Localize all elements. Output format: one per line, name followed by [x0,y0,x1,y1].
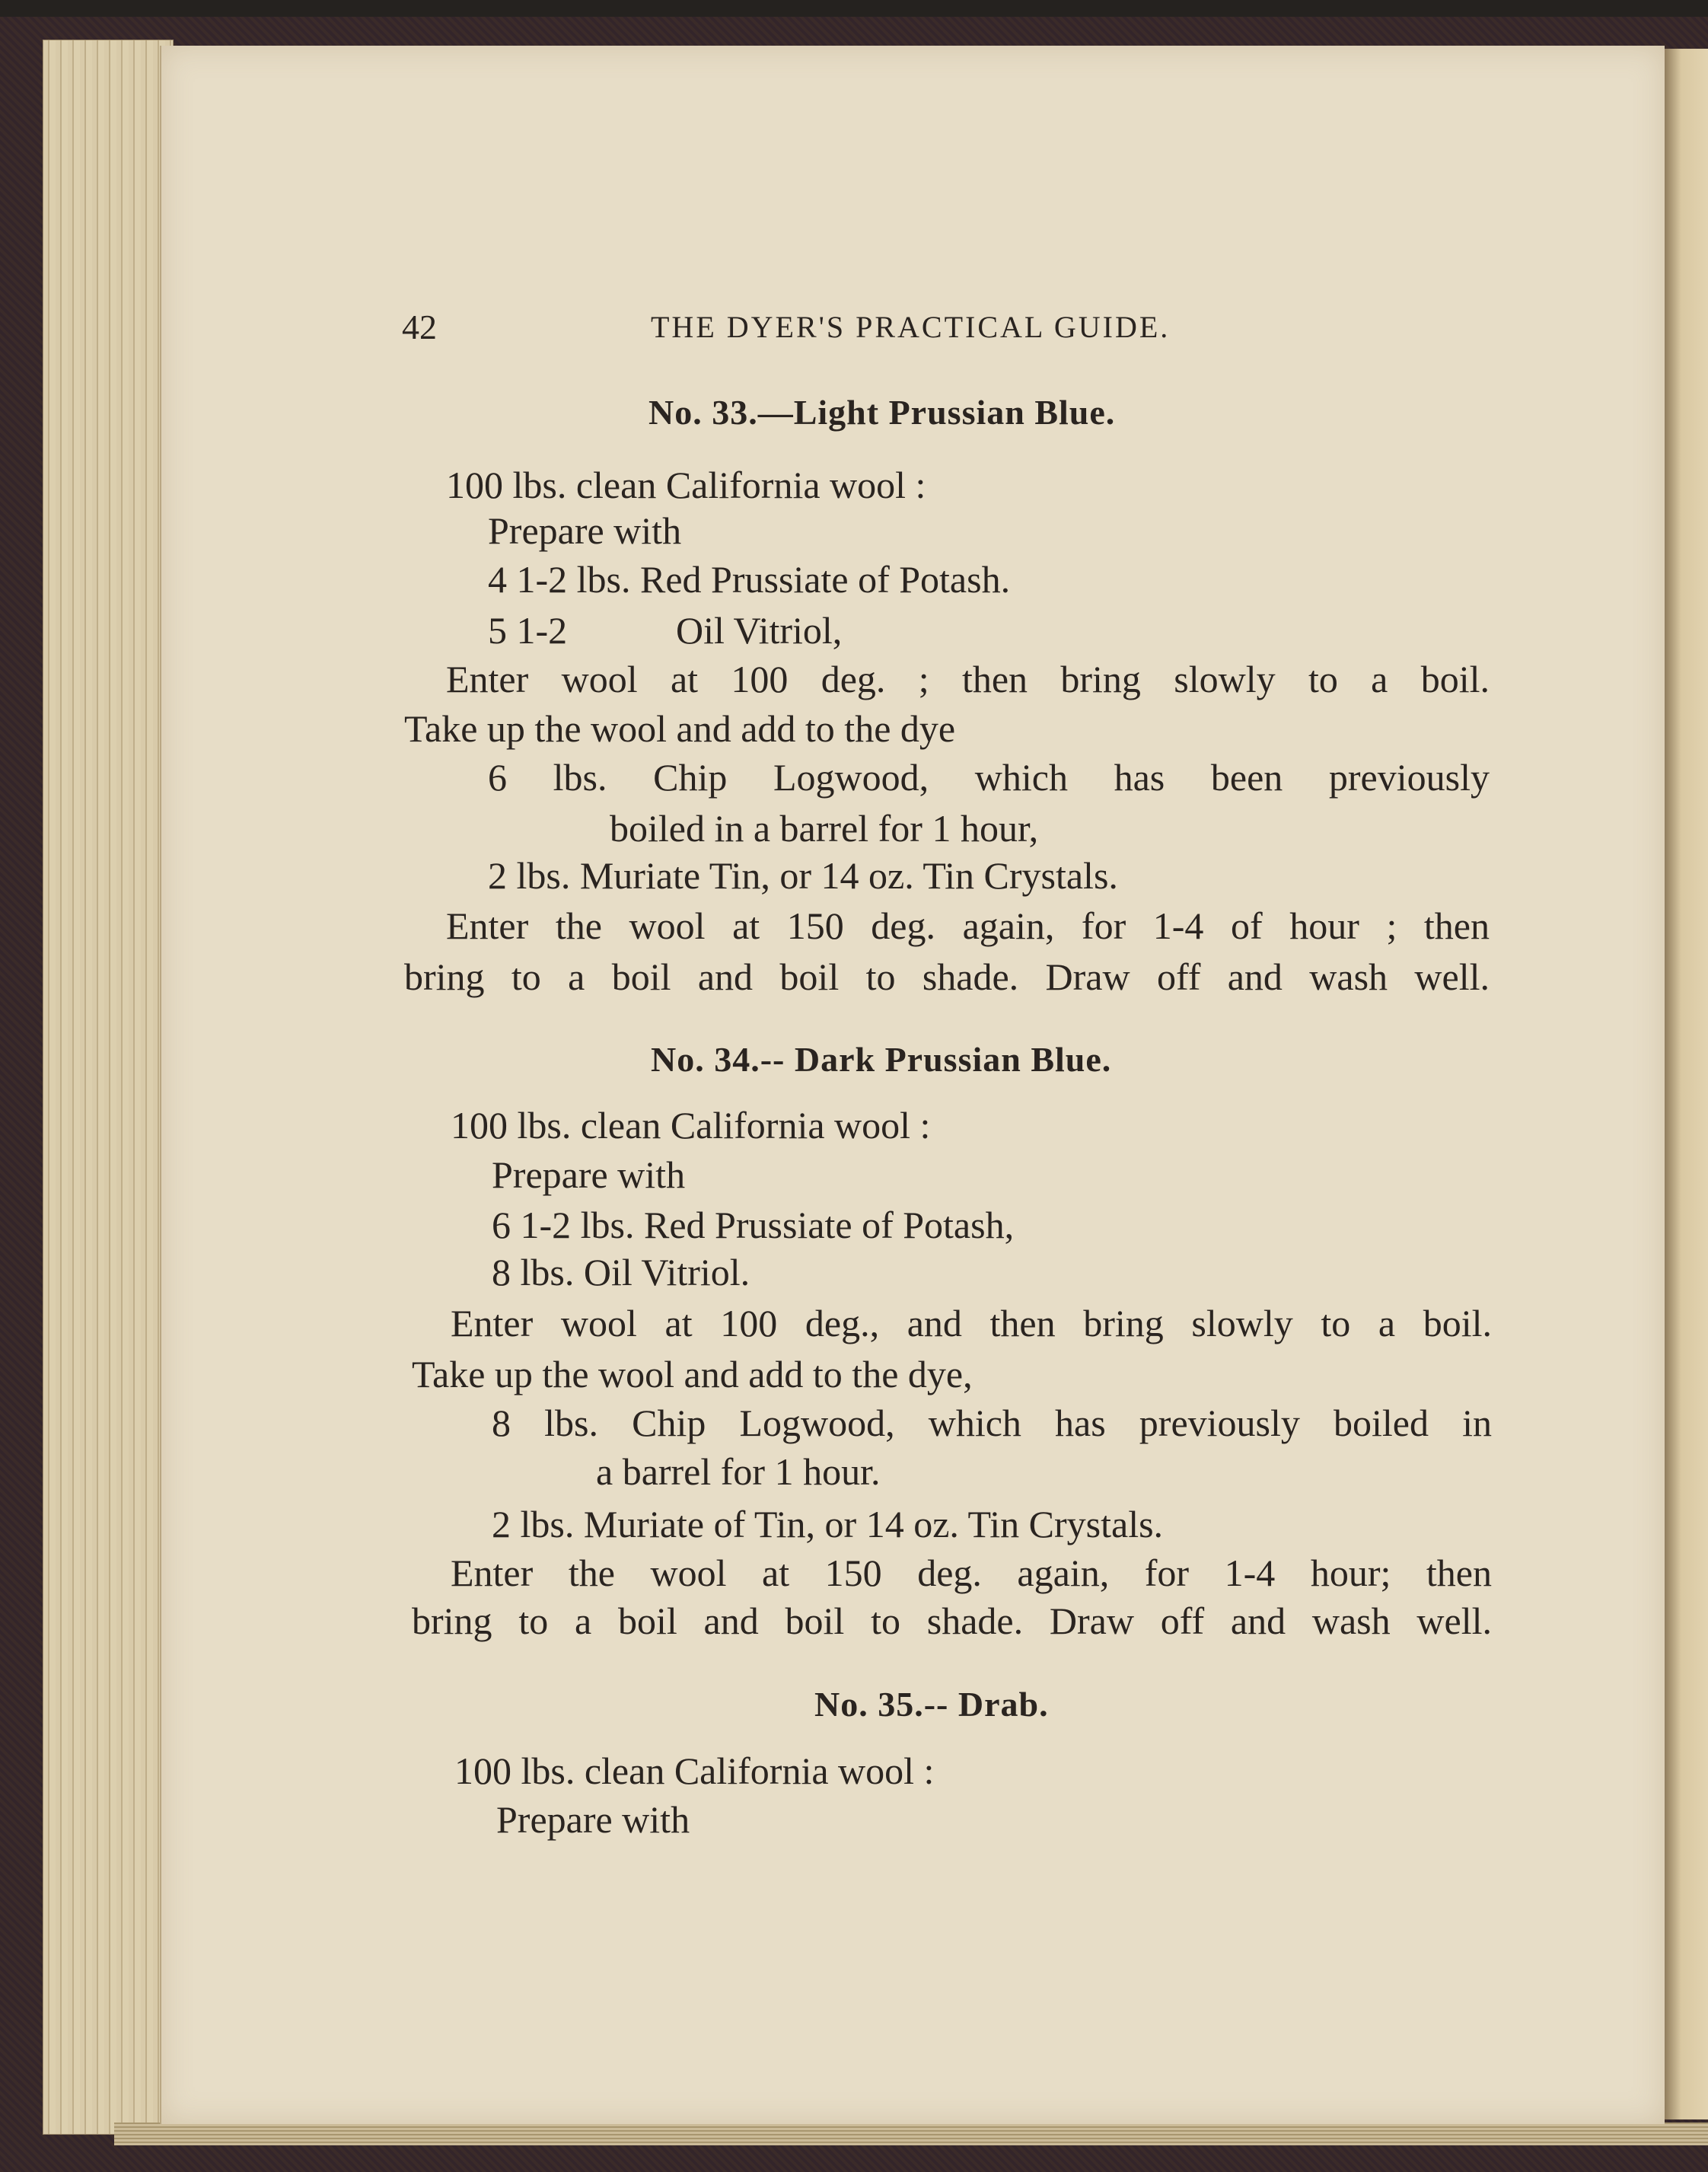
running-title: THE DYER'S PRACTICAL GUIDE. [651,310,1171,344]
recipe-line: Prepare with [496,1798,690,1841]
recipe-line: Take up the wool and add to the dye, [412,1353,973,1395]
page-bottom-edges [114,2123,1708,2145]
recipe-line: 4 1-2 lbs. Red Prussiate of Potash. [488,558,1011,601]
page-number: 42 [402,308,437,346]
recipe-line: 100 lbs. clean California wool : [446,464,926,506]
recipe-line: 6 lbs. Chip Logwood, which has been previously [488,756,1490,799]
recipe-heading: No. 34.-- Dark Prussian Blue. [651,1040,1112,1079]
recipe-line: Enter the wool at 150 deg. again, for 1-4 of hour ; then [446,904,1490,947]
recipe-heading: No. 33.—Light Prussian Blue. [648,393,1116,432]
recipe-line: Oil Vitriol, [676,609,843,652]
recipe-line: 100 lbs. clean California wool : [454,1749,935,1792]
recipe-line: 5 1-2 [488,609,568,652]
recipe-line: boiled in a barrel for 1 hour, [610,807,1039,850]
recipe-line: Enter the wool at 150 deg. again, for 1-4 hour; then [451,1552,1492,1594]
recipe-line: 8 lbs. Oil Vitriol. [492,1251,750,1293]
recipe-line: bring to a boil and boil to shade. Draw off and wash well. [404,955,1490,998]
recipe-line: 6 1-2 lbs. Red Prussiate of Potash, [492,1204,1015,1246]
recipe-line: Enter wool at 100 deg., and then bring slowly to a boil. [451,1302,1492,1344]
page-edges [43,40,174,2135]
book-page [160,46,1665,2124]
recipe-line: Enter wool at 100 deg. ; then bring slowly to a boil. [446,658,1490,700]
recipe-heading: No. 35.-- Drab. [814,1685,1049,1724]
recipe-line: 2 lbs. Muriate of Tin, or 14 oz. Tin Crystals. [492,1503,1164,1545]
recipe-line: Prepare with [488,509,682,552]
recipe-line: 8 lbs. Chip Logwood, which has previously boiled in [492,1402,1492,1444]
facing-page-edge [1663,49,1708,2119]
background [0,0,1708,17]
recipe-line: Prepare with [492,1153,686,1196]
recipe-line: bring to a boil and boil to shade. Draw off and wash well. [412,1599,1492,1642]
recipe-line: a barrel for 1 hour. [596,1450,881,1493]
recipe-line: 2 lbs. Muriate Tin, or 14 oz. Tin Crystals. [488,854,1118,897]
recipe-line: 100 lbs. clean California wool : [451,1104,931,1147]
recipe-line: Take up the wool and add to the dye [404,707,956,750]
